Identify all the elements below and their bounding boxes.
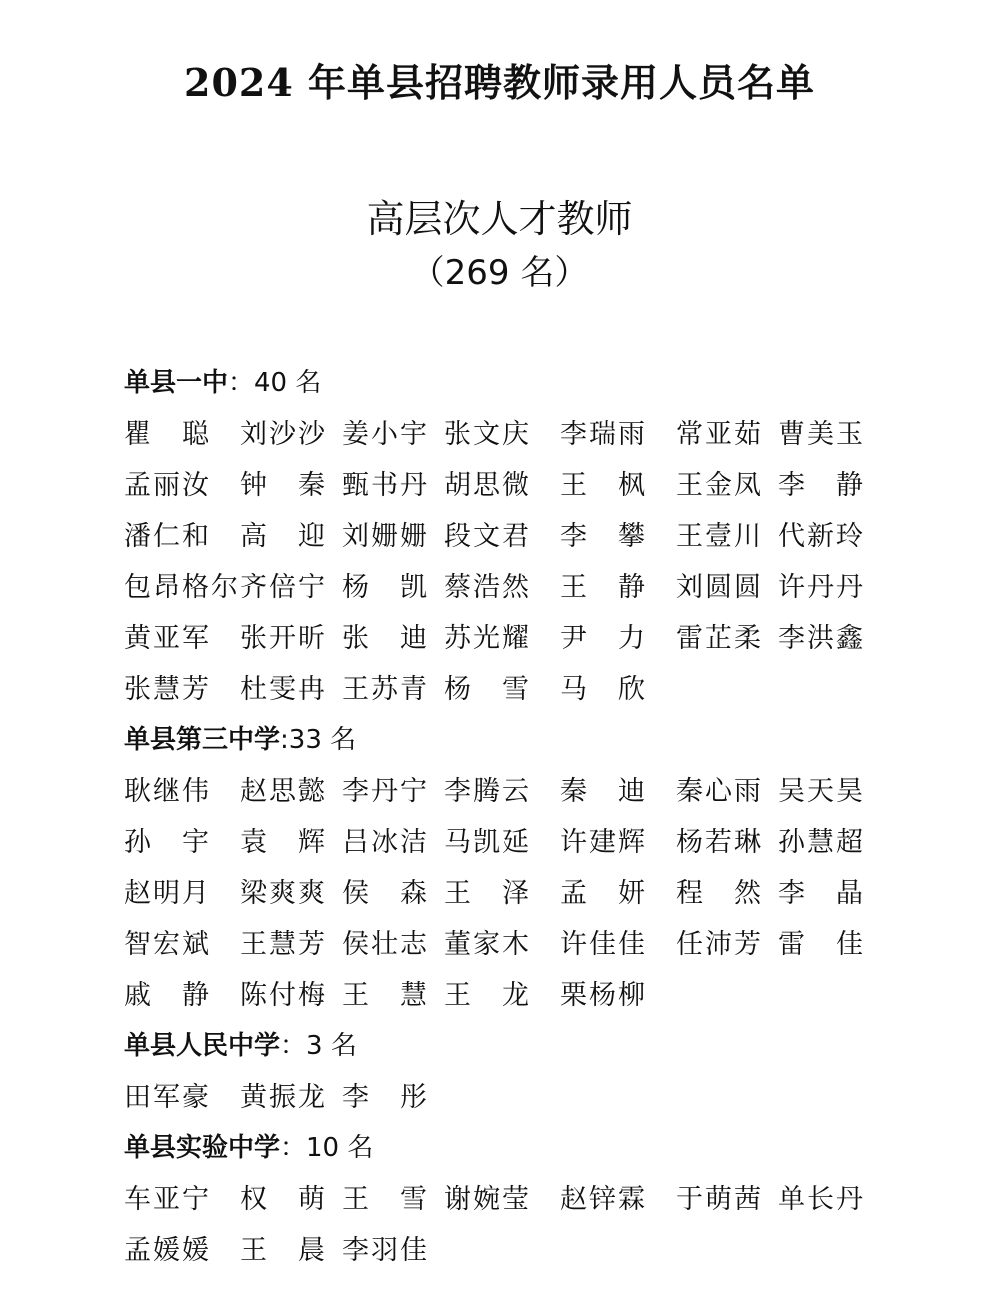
school-name: 单县人民中学 [124,1031,281,1061]
category-subtitle: 高层次人才教师 [366,197,633,241]
person-name: 赵思懿 [240,776,327,807]
name-row [124,1072,904,1123]
document-title: 2024 年单县招聘教师录用人员名单 [184,60,815,105]
person-name: 张 迪 [342,623,429,654]
person-name: 王 龙 [444,980,531,1011]
person-name: 许建辉 [560,827,647,858]
person-name: 侯壮志 [342,929,429,960]
person-name: 王壹川 [676,521,763,552]
person-name: 高 迎 [240,521,327,552]
person-name: 栗杨柳 [560,980,647,1011]
person-name: 许丹丹 [778,572,865,603]
person-name: 代新玲 [778,521,865,552]
school-name: 单县一中 [124,368,229,398]
person-name: 王慧芳 [240,929,327,960]
person-name: 权 萌 [240,1184,327,1215]
person-name: 孙慧超 [778,827,865,858]
person-name: 胡思微 [444,470,531,501]
person-name: 包昂格尔 [124,572,240,603]
person-name: 常亚茹 [676,419,763,450]
person-name: 秦心雨 [676,776,763,807]
person-name: 程 然 [676,878,763,909]
person-name: 瞿 聪 [124,419,211,450]
person-name: 李羽佳 [342,1235,429,1266]
name-row [124,817,904,868]
name-row [124,511,904,562]
school-quota: ：40 名 [228,368,322,398]
person-name: 李 静 [778,470,865,501]
person-name: 段文君 [444,521,531,552]
name-row [124,970,904,1021]
person-name: 陈付梅 [240,980,327,1011]
name-row [124,562,904,613]
person-name: 李 攀 [560,521,647,552]
person-name: 黄振龙 [240,1082,327,1113]
name-row [124,613,904,664]
person-name: 智宏斌 [124,929,211,960]
person-name: 赵锌霖 [560,1184,647,1215]
name-row [124,1174,904,1225]
school-heading [124,1123,904,1174]
person-name: 苏光耀 [444,623,531,654]
person-name: 袁 辉 [240,827,327,858]
person-name: 张慧芳 [124,674,211,705]
person-name: 王 雪 [342,1184,429,1215]
person-name: 曹美玉 [778,419,865,450]
person-name: 王 晨 [240,1235,327,1266]
person-name: 刘沙沙 [240,419,327,450]
person-name: 杨 雪 [444,674,531,705]
school-heading [124,358,904,409]
person-name: 杨若琳 [676,827,763,858]
school-heading [124,1021,904,1072]
person-name: 孙 宇 [124,827,211,858]
name-row [124,664,904,715]
school-name: 单县实验中学 [124,1133,281,1163]
person-name: 李腾云 [444,776,531,807]
person-name: 王 慧 [342,980,429,1011]
person-name: 刘圆圆 [676,572,763,603]
school-quota: :33 名 [280,725,357,755]
person-name: 王 泽 [444,878,531,909]
person-name: 潘仁和 [124,521,211,552]
person-name: 张开昕 [240,623,327,654]
name-row [124,460,904,511]
person-name: 刘姗姗 [342,521,429,552]
person-name: 雷芷柔 [676,623,763,654]
school-quota: ：10 名 [280,1133,374,1163]
name-row [124,919,904,970]
person-name: 孟 妍 [560,878,647,909]
person-name: 戚 静 [124,980,211,1011]
name-row [124,1225,904,1276]
person-name: 秦 迪 [560,776,647,807]
person-name: 董家木 [444,929,531,960]
person-name: 单长丹 [778,1184,865,1215]
person-name: 蔡浩然 [444,572,531,603]
person-name: 李丹宁 [342,776,429,807]
person-name: 黄亚军 [124,623,211,654]
school-name: 单县第三中学 [124,725,281,755]
person-name: 任沛芳 [676,929,763,960]
person-name: 田军豪 [124,1082,211,1113]
person-name: 吴天昊 [778,776,865,807]
person-name: 谢婉莹 [444,1184,531,1215]
person-name: 孟丽汝 [124,470,211,501]
person-name: 许佳佳 [560,929,647,960]
person-name: 杜雯冉 [240,674,327,705]
roster-body [124,358,904,1276]
person-name: 于萌茜 [676,1184,763,1215]
person-name: 王 枫 [560,470,647,501]
person-name: 雷 佳 [778,929,865,960]
person-name: 马凯延 [444,827,531,858]
person-name: 王苏青 [342,674,429,705]
person-name: 耿继伟 [124,776,211,807]
person-name: 王金凤 [676,470,763,501]
name-row [124,868,904,919]
name-row [124,409,904,460]
person-name: 孟媛媛 [124,1235,211,1266]
person-name: 钟 秦 [240,470,327,501]
person-name: 齐倍宁 [240,572,327,603]
person-name: 侯 森 [342,878,429,909]
school-heading [124,715,904,766]
person-name: 姜小宇 [342,419,429,450]
person-name: 李 彤 [342,1082,429,1113]
person-name: 张文庆 [444,419,531,450]
person-name: 甄书丹 [342,470,429,501]
person-name: 王 静 [560,572,647,603]
person-name: 尹 力 [560,623,647,654]
person-name: 李瑞雨 [560,419,647,450]
person-name: 车亚宁 [124,1184,211,1215]
name-row [124,766,904,817]
person-name: 李 晶 [778,878,865,909]
person-name: 杨 凯 [342,572,429,603]
person-name: 吕冰洁 [342,827,429,858]
person-name: 马 欣 [560,674,647,705]
school-quota: ：3 名 [280,1031,357,1061]
person-name: 梁爽爽 [240,878,327,909]
person-name: 赵明月 [124,878,211,909]
total-count: （269 名） [410,253,589,293]
person-name: 李洪鑫 [778,623,865,654]
